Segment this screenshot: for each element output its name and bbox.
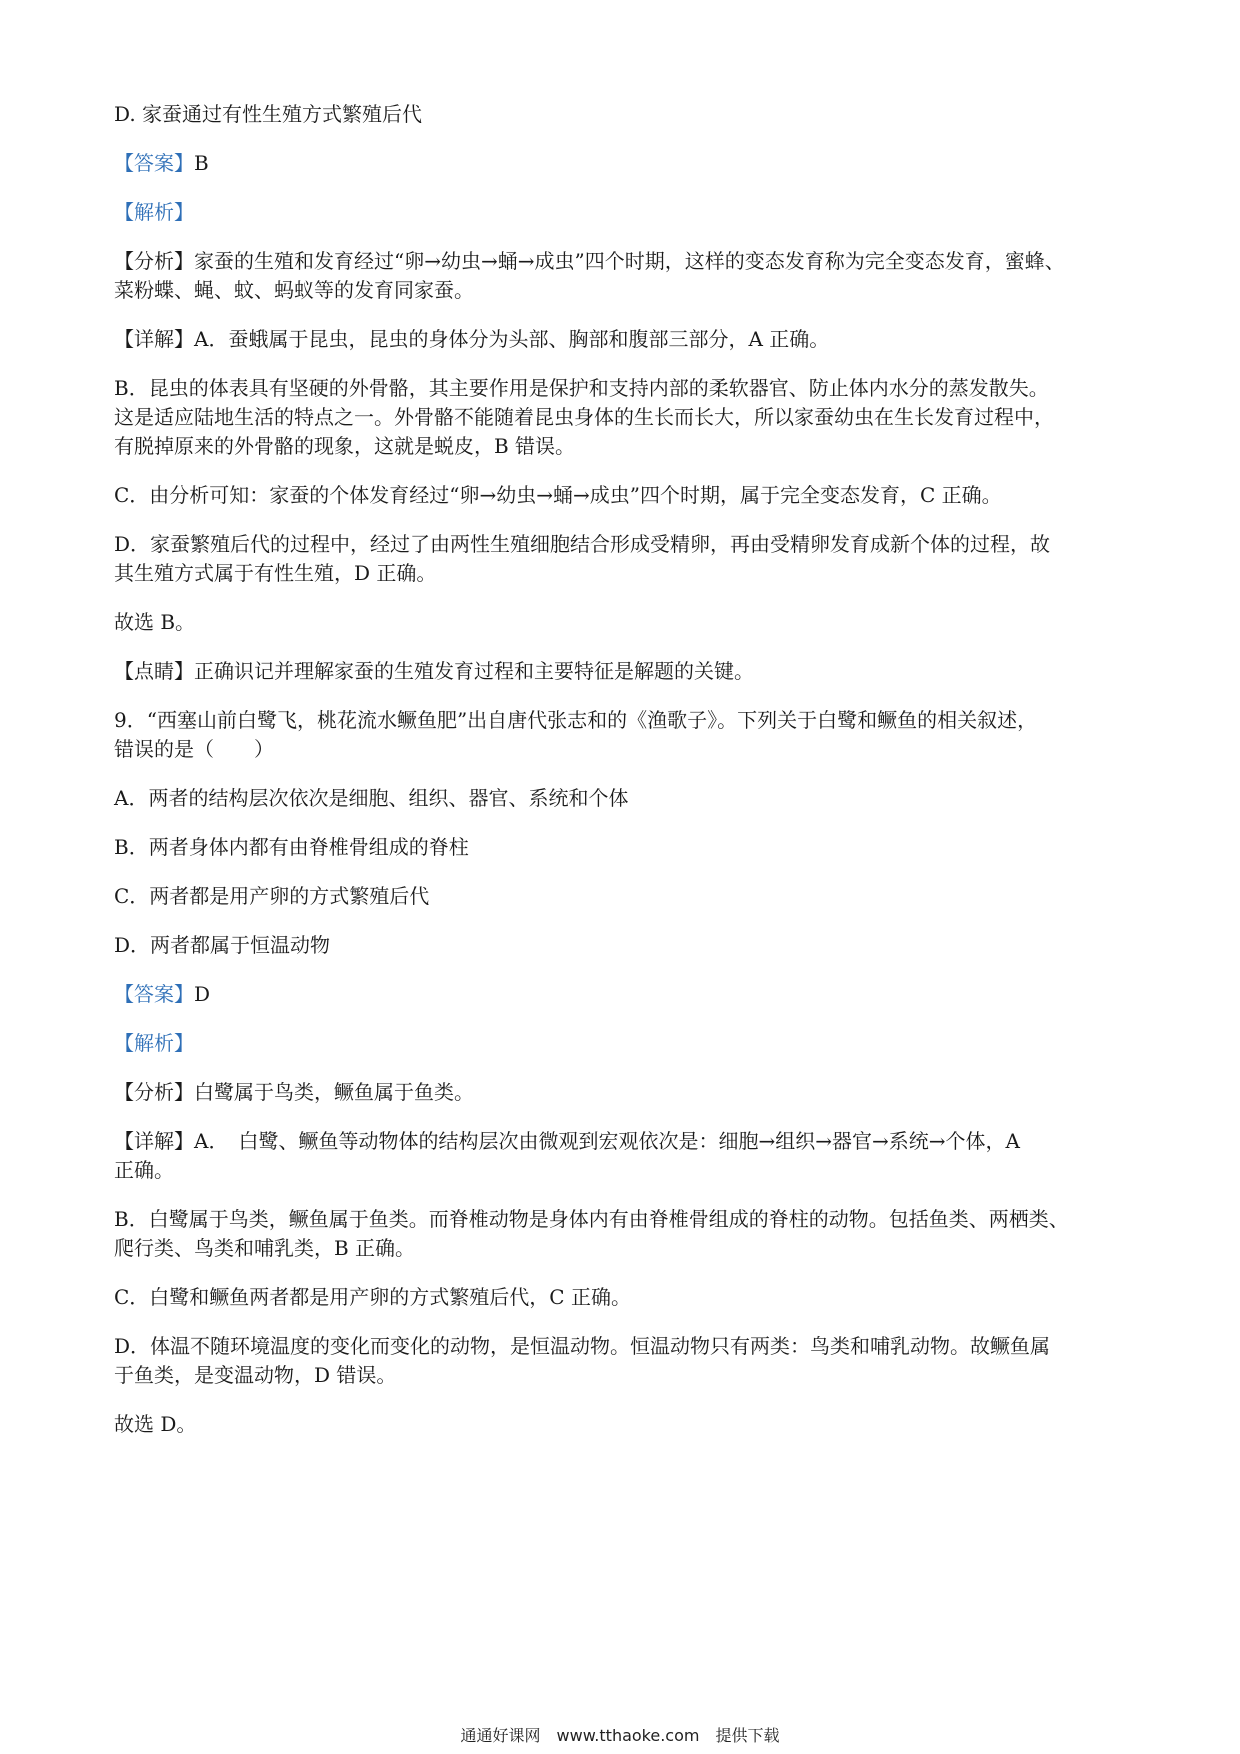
q8-detail-b-line-3: 有脱掉原来的外骨骼的现象，这就是蜕皮，B 错误。 xyxy=(114,434,576,458)
q9-option-d: D．两者都属于恒温动物 xyxy=(114,933,331,957)
q8-fenxi-line-2: 菜粉蝶、蝇、蚊、蚂蚁等的发育同家蚕。 xyxy=(114,278,474,302)
q9-conclusion: 故选 D。 xyxy=(114,1412,197,1436)
q8-detail-d-line-1: D．家蚕繁殖后代的过程中，经过了由两性生殖细胞结合形成受精卵，再由受精卵发育成新个体的过程，故 xyxy=(114,532,1051,556)
q8-detail-a: 【详解】A．蚕蛾属于昆虫，昆虫的身体分为头部、胸部和腹部三部分，A 正确。 xyxy=(114,327,830,351)
q8-option-d: D. 家蚕通过有性生殖方式繁殖后代 xyxy=(114,102,423,126)
q8-detail-d-line-2: 其生殖方式属于有性生殖，D 正确。 xyxy=(114,561,437,585)
q9-stem-line-2: 错误的是（ ） xyxy=(114,737,274,761)
q9-option-a: A．两者的结构层次依次是细胞、组织、器官、系统和个体 xyxy=(114,786,629,810)
answer-value: B xyxy=(194,151,209,175)
page-footer: 通通好课网 www.tthaoke.com 提供下载 xyxy=(460,1726,780,1745)
q9-detail-b-line-1: B．白鹭属于鸟类，鳜鱼属于鱼类。而脊椎动物是身体内有由脊椎骨组成的脊柱的动物。包括鱼类、两栖类、 xyxy=(114,1207,1069,1231)
q8-fenxi-line-1: 【分析】家蚕的生殖和发育经过“卵→幼虫→蛹→成虫”四个时期，这样的变态发育称为完全变态发育，蜜蜂、 xyxy=(114,249,1065,273)
q8-analysis-heading xyxy=(114,198,1134,227)
q8-detail-b-line-1: B．昆虫的体表具有坚硬的外骨骼，其主要作用是保护和支持内部的柔软器官、防止体内水分的蒸发散失。 xyxy=(114,376,1049,400)
q9-option-b: B．两者身体内都有由脊椎骨组成的脊柱 xyxy=(114,835,469,859)
q8-detail-c: C．由分析可知：家蚕的个体发育经过“卵→幼虫→蛹→成虫”四个时期，属于完全变态发育，C 正确。 xyxy=(114,483,1002,507)
q9-detail-d-line-2: 于鱼类，是变温动物，D 错误。 xyxy=(114,1363,397,1387)
q8-answer xyxy=(114,149,1134,178)
answer-value: D xyxy=(194,982,211,1006)
answer-tag: 【答案】 xyxy=(114,982,194,1006)
q9-detail-a-line-1: 【详解】A． 白鹭、鳜鱼等动物体的结构层次由微观到宏观依次是：细胞→组织→器官→系统→个体，A xyxy=(114,1129,1020,1153)
q9-fenxi: 【分析】白鹭属于鸟类，鳜鱼属于鱼类。 xyxy=(114,1080,474,1104)
document-body xyxy=(114,100,1134,1459)
q9-detail-d-line-1: D．体温不随环境温度的变化而变化的动物，是恒温动物。恒温动物只有两类：鸟类和哺乳动物。故鳜鱼属 xyxy=(114,1334,1051,1358)
q8-key-point: 【点睛】正确识记并理解家蚕的生殖发育过程和主要特征是解题的关键。 xyxy=(114,659,754,683)
analysis-tag: 【解析】 xyxy=(114,200,194,224)
q9-answer xyxy=(114,980,1134,1009)
q8-detail-b-line-2: 这是适应陆地生活的特点之一。外骨骼不能随着昆虫身体的生长而长大，所以家蚕幼虫在生长发育过程中， xyxy=(114,405,1054,429)
q9-option-c: C．两者都是用产卵的方式繁殖后代 xyxy=(114,884,430,908)
q9-analysis-heading xyxy=(114,1029,1134,1058)
q9-detail-b-line-2: 爬行类、鸟类和哺乳类，B 正确。 xyxy=(114,1236,416,1260)
q9-stem-line-1: 9．“西塞山前白鹭飞，桃花流水鳜鱼肥”出自唐代张志和的《渔歌子》。下列关于白鹭和鳜鱼的相关叙述， xyxy=(114,708,1038,732)
analysis-tag: 【解析】 xyxy=(114,1031,194,1055)
q9-detail-c: C．白鹭和鳜鱼两者都是用产卵的方式繁殖后代，C 正确。 xyxy=(114,1285,631,1309)
q9-detail-a-line-2: 正确。 xyxy=(114,1158,174,1182)
q8-conclusion: 故选 B。 xyxy=(114,610,196,634)
answer-tag: 【答案】 xyxy=(114,151,194,175)
